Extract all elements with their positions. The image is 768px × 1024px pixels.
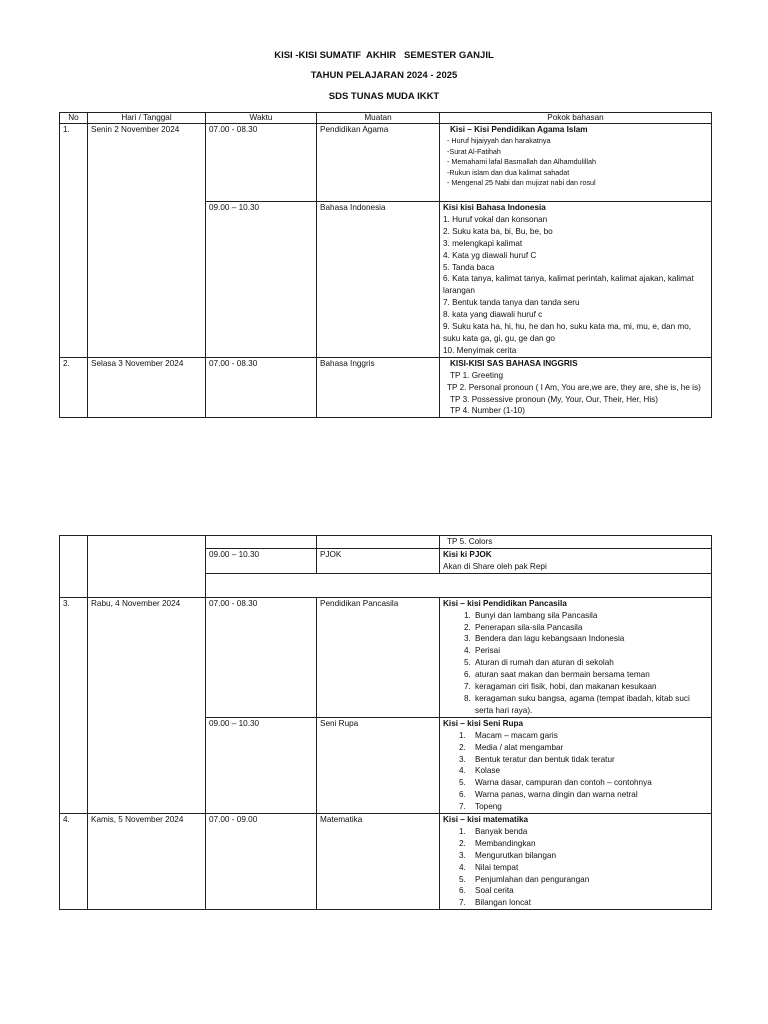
list-item [443,897,708,909]
item-number: 4. [459,862,466,872]
list-item [443,826,708,838]
time-slot: 07.00 - 08.30 [206,124,317,202]
topic-item: 5. Tanda baca [443,262,495,272]
topic-item: 4. Kata yg diawali huruf C [443,250,537,260]
list-item [443,657,708,669]
item-number: 1. [459,826,466,836]
topic-cell [440,124,712,202]
list-item [443,754,708,766]
list-item [443,838,708,850]
document-title: KISI -KISI SUMATIF AKHIR SEMESTER GANJIL [274,50,494,61]
list-item [443,645,708,657]
time-slot: 07.00 - 09.00 [206,814,317,910]
topic-heading: KISI-KISI SAS BAHASA INGGRIS [450,358,578,368]
topic-item: 6. Kata tanya, kalimat tanya, kalimat perintah, kalimat ajakan, kalimat larangan [443,274,694,296]
list-item [443,850,708,862]
schedule-table-page-1 [59,112,712,418]
topic-list [443,730,708,813]
table-row [60,536,712,549]
list-item [443,765,708,777]
item-number: 5. [459,778,466,788]
topic-item: TP 5. Colors [440,536,712,549]
item-number: 3. [459,754,466,764]
subject: Pendidikan Agama [317,124,440,202]
topic-cell [440,357,712,418]
day-date: Kamis, 5 November 2024 [88,814,206,910]
item-text: Banyak benda [475,826,528,836]
day-date: Senin 2 November 2024 [88,124,206,358]
col-header-pokok: Pokok bahasan [440,113,712,124]
topic-item: 1. Huruf vokal dan konsonan [443,214,548,224]
topic-heading: Kisi ki PJOK [443,549,492,559]
time-slot: 07.00 - 08.30 [206,357,317,418]
topic-item: 10. Menyimak cerita [443,345,517,355]
day-date-continued [88,536,206,598]
list-item [443,862,708,874]
item-number: 6. [464,670,471,680]
time-slot: 09.00 – 10.30 [206,202,317,358]
list-item [443,885,708,897]
academic-year: TAHUN PELAJARAN 2024 - 2025 [310,70,458,81]
topic-cell [440,717,712,813]
row-number: 3. [60,597,88,813]
list-item [443,777,708,789]
subject-continued [317,536,440,549]
list-item [443,801,708,813]
list-item [443,874,708,886]
time-slot: 09.00 – 10.30 [206,548,317,573]
item-number: 5. [459,874,466,884]
topic-cell [440,202,712,358]
item-text: keragaman suku bangsa, agama (tempat ibadah, kitab suci serta hari raya). [475,693,690,715]
topic-list [443,826,708,909]
topic-item: -Surat Al-Fatihah [447,146,501,156]
item-number: 8. [464,693,471,703]
item-number: 6. [459,886,466,896]
topic-item: TP 2. Personal pronoun ( I Am, You are,we are, they are, she is, he is) [447,382,701,392]
empty-cell [206,573,712,597]
item-text: Nilai tempat [475,862,519,872]
topic-note: Akan di Share oleh pak Repi [443,561,547,571]
item-number: 2. [459,838,466,848]
topic-heading: Kisi – kisi Seni Rupa [443,718,524,728]
subject: Pendidikan Pancasila [317,597,440,717]
schedule-table-page-2 [59,535,712,910]
item-number: 1. [459,730,466,740]
table-row [60,597,712,717]
item-text: Topeng [475,802,502,812]
subject: Matematika [317,814,440,910]
topic-cell [440,814,712,910]
topic-item: - Memahami lafal Basmallah dan Alhamdulillah [447,157,597,167]
item-text: Soal cerita [475,886,514,896]
item-text: Bunyi dan lambang sila Pancasila [475,610,598,620]
topic-heading: Kisi kisi Bahasa Indonesia [443,203,546,212]
list-item [443,681,708,693]
list-item [443,730,708,742]
item-text: aturan saat makan dan bermain bersama teman [475,670,650,680]
item-number: 3. [459,850,466,860]
item-number: 7. [459,802,466,812]
item-text: keragaman ciri fisik, hobi, dan makanan kesukaan [475,682,657,692]
topic-item: 9. Suku kata ha, hi, hu, he dan ho, suku kata ma, mi, mu, e, dan mo, suku kata ga, gi, gu, ge dan go [443,322,692,343]
topic-heading: Kisi – kisi matematika [443,815,529,825]
subject: PJOK [317,548,440,573]
item-text: Media / alat mengambar [475,742,564,752]
list-item [443,693,708,717]
table-row [60,124,712,202]
topic-item: - Mengenal 25 Nabi dan mujizat nabi dan rosul [447,178,596,188]
item-number: 4. [459,766,466,776]
row-number: 2. [60,357,88,418]
list-item [443,742,708,754]
item-text: Kolase [475,766,501,776]
subject: Bahasa Indonesia [317,202,440,358]
topic-item: 8. kata yang diawali huruf c [443,310,543,320]
time-slot-continued [206,536,317,549]
topic-item: - Huruf hijaiyyah dan harakatnya [447,135,551,145]
item-number: 1. [464,610,471,620]
item-text: Aturan di rumah dan aturan di sekolah [475,658,614,668]
item-text: Macam – macam garis [475,730,558,740]
item-text: Warna dasar, campuran dan contoh – contohnya [475,778,652,788]
topic-item: TP 1. Greeting [450,370,504,380]
item-number: 2. [459,742,466,752]
row-number-continued [60,536,88,598]
item-text: Membandingkan [475,838,536,848]
item-text: Mengurutkan bilangan [475,850,557,860]
topic-cell [440,597,712,717]
table-row [60,814,712,910]
topic-item: -Rukun islam dan dua kalimat sahadat [447,167,570,177]
subject: Bahasa Inggris [317,357,440,418]
day-date: Rabu, 4 November 2024 [88,597,206,813]
col-header-waktu: Waktu [206,113,317,124]
row-number: 1. [60,124,88,358]
subject: Seni Rupa [317,717,440,813]
time-slot: 07.00 - 08.30 [206,597,317,717]
topic-item: 3. melengkapi kalimat [443,238,523,248]
item-number: 7. [459,898,466,908]
topic-item: TP 3. Possessive pronoun (My, Your, Our, Their, Her, His) [450,394,658,404]
item-number: 2. [464,622,471,632]
item-text: Bendera dan lagu kebangsaan Indonesia [475,634,625,644]
topic-list [443,610,708,717]
topic-heading: Kisi – Kisi Pendidikan Agama Islam [450,125,588,134]
item-number: 7. [464,682,471,692]
list-item [443,633,708,645]
item-number: 3. [464,634,471,644]
item-text: Bentuk teratur dan bentuk tidak teratur [475,754,615,764]
list-item [443,610,708,622]
table-header-row [60,113,712,124]
item-text: Warna panas, warna dingin dan warna netral [475,790,638,800]
topic-cell [440,548,712,573]
item-text: Bilangan loncat [475,898,531,908]
list-item [443,789,708,801]
day-date: Selasa 3 November 2024 [88,357,206,418]
row-number: 4. [60,814,88,910]
item-text: Perisai [475,646,501,656]
col-header-hari: Hari / Tanggal [88,113,206,124]
topic-item: 2. Suku kata ba, bi, Bu, be, bo [443,226,553,236]
topic-heading: Kisi – kisi Pendidikan Pancasila [443,598,567,608]
table-row [60,357,712,418]
item-number: 5. [464,658,471,668]
item-text: Penerapan sila-sila Pancasila [475,622,583,632]
list-item [443,669,708,681]
time-slot: 09.00 – 10.30 [206,717,317,813]
topic-item: 7. Bentuk tanda tanya dan tanda seru [443,298,580,308]
item-text: Penjumlahan dan pengurangan [475,874,590,884]
list-item [443,622,708,634]
school-name: SDS TUNAS MUDA IKKT [328,91,440,102]
col-header-no: No [60,113,88,124]
topic-item: TP 4. Number (1-10) [450,406,525,416]
item-number: 4. [464,646,471,656]
item-number: 6. [459,790,466,800]
col-header-muatan: Muatan [317,113,440,124]
